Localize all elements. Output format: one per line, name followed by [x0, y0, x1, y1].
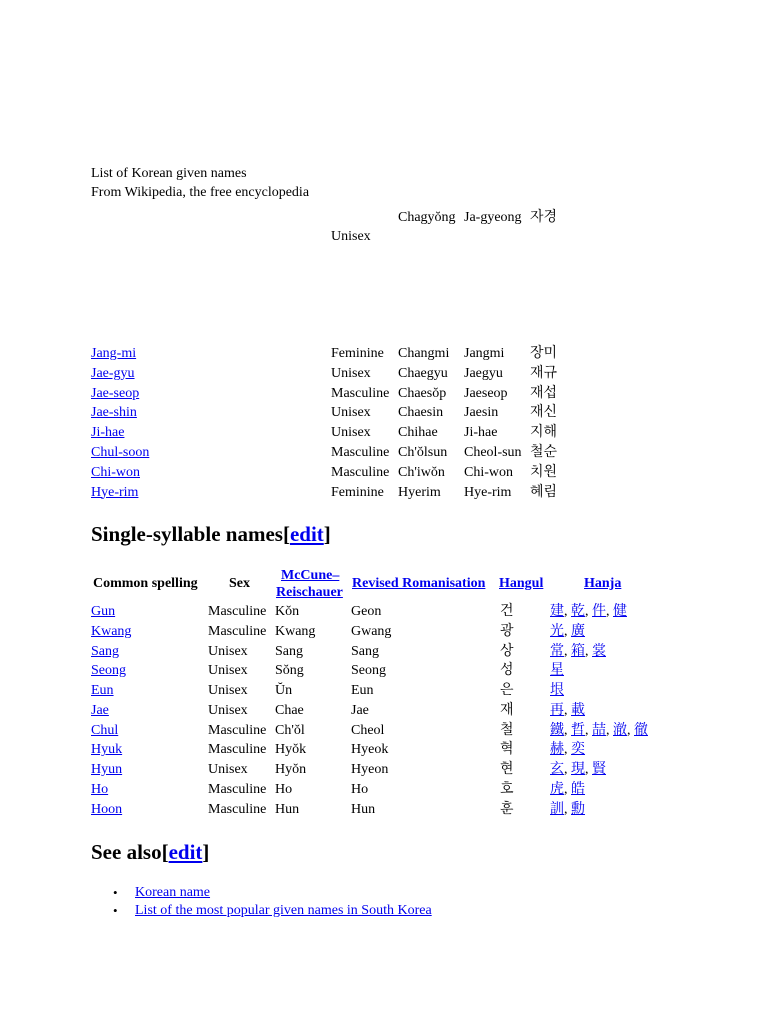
sex-cell: Masculine	[331, 385, 390, 401]
hanja-link[interactable]: 玄	[550, 762, 564, 777]
rr-cell: Jangmi	[464, 346, 505, 361]
hanja-link[interactable]: 現	[571, 762, 585, 777]
hanja-cell	[550, 602, 627, 622]
hanja-link[interactable]: 星	[550, 663, 564, 679]
hanja-link[interactable]: 訓	[550, 801, 564, 817]
see-also-list	[91, 884, 432, 920]
hanja-separator: ,	[564, 643, 571, 659]
hanja-separator: ,	[564, 722, 571, 738]
rr-cell: Cheol	[351, 722, 385, 738]
mr-cell: Chihae	[398, 425, 438, 441]
table-row	[0, 403, 768, 423]
edit-bracket-open: [	[282, 522, 290, 546]
hangul-cell: 철순	[530, 445, 558, 460]
hanja-separator: ,	[564, 604, 571, 619]
single-syllable-heading	[91, 522, 331, 547]
table-row	[0, 681, 768, 701]
edit-bracket-close: ]	[202, 840, 210, 864]
mr-cell: Chaesŏp	[398, 385, 447, 401]
rr-cell: Ho	[351, 781, 369, 797]
column-header-hanja[interactable]: Hanja	[584, 576, 622, 591]
hanja-cell	[550, 701, 585, 721]
hanja-link[interactable]: 常	[550, 643, 564, 659]
hanja-link[interactable]: 光	[550, 623, 564, 639]
table-row	[0, 602, 768, 622]
hanja-separator: ,	[564, 801, 571, 817]
hangul-cell: 철	[500, 722, 514, 738]
mr-cell: Ho	[275, 781, 293, 797]
hanja-separator: ,	[564, 781, 571, 797]
partial-row-sex: Unisex	[331, 229, 371, 244]
table-row	[0, 622, 768, 642]
mr-cell: Hun	[275, 801, 300, 817]
table-row	[0, 483, 768, 503]
hanja-link[interactable]: 建	[550, 604, 564, 619]
hanja-link[interactable]: 勳	[571, 801, 585, 817]
hangul-cell: 현	[500, 762, 514, 777]
section-heading-text: See also	[91, 840, 162, 864]
see-also-heading	[91, 840, 209, 865]
hanja-separator: ,	[585, 604, 592, 619]
hangul-cell: 은	[500, 683, 514, 698]
hanja-link[interactable]: 再	[550, 702, 564, 718]
name-link[interactable]: Kwang	[91, 623, 132, 639]
table-row	[0, 740, 768, 760]
mr-cell: Kwang	[275, 623, 316, 639]
rr-cell: Jaesin	[464, 405, 499, 421]
hanja-link[interactable]: 賢	[592, 762, 606, 777]
mr-cell: Changmi	[398, 346, 450, 361]
rr-cell: Eun	[351, 683, 374, 698]
hangul-cell: 혜림	[530, 484, 558, 500]
hanja-separator: ,	[585, 762, 592, 777]
sex-cell: Masculine	[208, 801, 267, 817]
sex-cell: Masculine	[331, 445, 390, 460]
edit-bracket-close: ]	[323, 522, 331, 546]
column-header-mccune-line1[interactable]: McCune–	[281, 568, 340, 583]
name-link[interactable]: Ji-hae	[91, 425, 125, 441]
rr-cell: Ji-hae	[464, 425, 498, 441]
mr-cell: Chaesin	[398, 405, 444, 421]
name-link[interactable]: Jae-gyu	[91, 365, 135, 381]
sex-cell: Masculine	[208, 742, 267, 758]
see-also-link[interactable]: List of the most popular given names in South Korea	[135, 903, 432, 918]
hanja-link[interactable]: 箱	[571, 643, 585, 659]
hanja-cell	[550, 622, 585, 642]
list-item	[91, 902, 432, 920]
mr-cell: Kŏn	[275, 604, 300, 619]
table-row	[0, 344, 768, 364]
table-row	[0, 384, 768, 404]
sex-cell: Feminine	[331, 484, 384, 500]
hangul-cell: 지해	[530, 425, 558, 441]
rr-cell: Cheol-sun	[464, 445, 522, 460]
sex-cell: Masculine	[208, 722, 267, 738]
table-row	[0, 701, 768, 721]
column-header-revised-romanisation[interactable]: Revised Romanisation	[352, 576, 486, 591]
hanja-link[interactable]: 健	[613, 604, 627, 619]
name-link[interactable]: Hyuk	[91, 742, 123, 758]
hanja-separator: ,	[564, 623, 571, 639]
hanja-cell	[550, 642, 606, 662]
hanja-link[interactable]: 澈	[613, 722, 627, 738]
mr-cell: Hyŏk	[275, 742, 307, 758]
hanja-link[interactable]: 喆	[592, 722, 606, 738]
hanja-cell	[550, 800, 585, 820]
sex-cell: Feminine	[331, 346, 384, 361]
sex-cell: Unisex	[208, 663, 248, 679]
name-link[interactable]: Chul-soon	[91, 445, 150, 460]
rr-cell: Jaeseop	[464, 385, 508, 401]
hangul-cell: 건	[500, 604, 514, 619]
hanja-separator: ,	[606, 604, 613, 619]
hangul-cell: 치원	[530, 464, 558, 480]
name-link[interactable]: Gun	[91, 604, 116, 619]
see-also-link[interactable]: Korean name	[135, 885, 211, 900]
page-title: List of Korean given names	[91, 166, 247, 181]
hanja-link[interactable]: 垠	[550, 683, 564, 698]
hangul-cell: 성	[500, 663, 514, 679]
sex-cell: Masculine	[331, 464, 390, 480]
hangul-cell: 훈	[500, 801, 514, 817]
table-row	[0, 463, 768, 483]
hanja-separator: ,	[564, 742, 571, 758]
hanja-link[interactable]: 件	[592, 604, 606, 619]
hanja-link[interactable]: 裳	[592, 643, 606, 659]
name-link[interactable]: Hyun	[91, 762, 123, 777]
hanja-link[interactable]: 哲	[571, 722, 585, 738]
sex-cell: Unisex	[208, 702, 248, 718]
name-link[interactable]: Eun	[91, 683, 114, 698]
sex-cell: Unisex	[331, 365, 371, 381]
hangul-cell: 상	[500, 643, 514, 659]
column-header-mccune-line2[interactable]: Reischauer	[276, 585, 343, 600]
column-header-sex: Sex	[229, 576, 250, 591]
hanja-cell	[550, 721, 648, 741]
name-link[interactable]: Hye-rim	[91, 484, 139, 500]
hanja-separator: ,	[627, 722, 634, 738]
rr-cell: Hyeon	[351, 762, 389, 777]
partial-row-hangul: 자경	[530, 210, 558, 225]
mr-cell: Hyŏn	[275, 762, 307, 777]
hanja-link[interactable]: 鐵	[550, 722, 564, 738]
rr-cell: Sang	[351, 643, 379, 659]
hangul-cell: 혁	[500, 742, 514, 758]
table-row	[0, 443, 768, 463]
name-link[interactable]: Chul	[91, 722, 119, 738]
partial-row-rr: Ja-gyeong	[464, 210, 522, 225]
name-link[interactable]: Chi-won	[91, 464, 140, 480]
hangul-cell: 장미	[530, 346, 558, 361]
hangul-cell: 호	[500, 781, 514, 797]
edit-link[interactable]: edit	[168, 840, 203, 864]
hanja-link[interactable]: 廣	[571, 623, 585, 639]
mr-cell: Chae	[275, 702, 304, 718]
table-row	[0, 721, 768, 741]
hanja-separator: ,	[606, 722, 613, 738]
partial-row-mr: Chagyŏng	[398, 210, 456, 225]
name-link[interactable]: Hoon	[91, 801, 123, 817]
table-row	[0, 760, 768, 780]
hangul-cell: 재신	[530, 405, 558, 421]
name-link[interactable]: Jae-shin	[91, 405, 137, 421]
mr-cell: Chaegyu	[398, 365, 448, 381]
table-row	[0, 780, 768, 800]
rr-cell: Seong	[351, 663, 386, 679]
mr-cell: Ch'iwŏn	[398, 464, 445, 480]
sex-cell: Masculine	[208, 623, 267, 639]
rr-cell: Gwang	[351, 623, 392, 639]
mr-cell: Sŏng	[275, 663, 304, 679]
edit-bracket-open: [	[161, 840, 169, 864]
hanja-link[interactable]: 皓	[571, 781, 585, 797]
name-link[interactable]: Jae-seop	[91, 385, 140, 401]
hanja-link[interactable]: 乾	[571, 604, 585, 619]
mr-cell: Ch'ŏlsun	[398, 445, 448, 460]
name-link[interactable]: Ho	[91, 781, 109, 797]
table-row	[0, 800, 768, 820]
rr-cell: Hye-rim	[464, 484, 512, 500]
table-row	[0, 642, 768, 662]
rr-cell: Geon	[351, 604, 382, 619]
hanja-link[interactable]: 徹	[634, 722, 648, 738]
table-row	[0, 364, 768, 384]
mr-cell: Hyerim	[398, 484, 441, 500]
rr-cell: Hun	[351, 801, 376, 817]
hanja-link[interactable]: 奕	[571, 742, 585, 758]
hanja-cell	[550, 661, 564, 681]
sex-cell: Masculine	[208, 781, 267, 797]
mr-cell: Ch'ŏl	[275, 722, 305, 738]
sex-cell: Unisex	[208, 683, 248, 698]
list-item	[91, 884, 432, 902]
hanja-cell	[550, 780, 585, 800]
hanja-link[interactable]: 虎	[550, 781, 564, 797]
hanja-separator: ,	[564, 702, 571, 718]
table-row	[0, 423, 768, 443]
sex-cell: Unisex	[331, 425, 371, 441]
mr-cell: Sang	[275, 643, 303, 659]
hanja-cell	[550, 740, 585, 760]
rr-cell: Jae	[351, 702, 369, 718]
rr-cell: Chi-won	[464, 464, 513, 480]
sex-cell: Unisex	[208, 762, 248, 777]
sex-cell: Unisex	[331, 405, 371, 421]
rr-cell: Hyeok	[351, 742, 389, 758]
hangul-cell: 재섭	[530, 385, 558, 401]
rr-cell: Jaegyu	[464, 365, 503, 381]
table-row	[0, 661, 768, 681]
hanja-link[interactable]: 赫	[550, 742, 564, 758]
hanja-link[interactable]: 載	[571, 702, 585, 718]
hanja-separator: ,	[585, 722, 592, 738]
hangul-cell: 재규	[530, 365, 558, 381]
hangul-cell: 재	[500, 702, 514, 718]
name-link[interactable]: Sang	[91, 643, 119, 659]
page-subtitle: From Wikipedia, the free encyclopedia	[91, 185, 310, 200]
name-link[interactable]: Seong	[91, 663, 126, 679]
section-heading-text: Single-syllable names	[91, 522, 283, 546]
column-header-common-spelling: Common spelling	[93, 576, 198, 591]
hangul-cell: 광	[500, 623, 514, 639]
edit-link[interactable]: edit	[289, 522, 324, 546]
sex-cell: Masculine	[208, 604, 267, 619]
hanja-separator: ,	[585, 643, 592, 659]
mr-cell: Ŭn	[275, 683, 293, 698]
hanja-cell	[550, 760, 606, 780]
name-link[interactable]: Jang-mi	[91, 346, 137, 361]
name-link[interactable]: Jae	[91, 702, 109, 718]
column-header-hangul[interactable]: Hangul	[499, 576, 544, 591]
hanja-separator: ,	[564, 762, 571, 777]
sex-cell: Unisex	[208, 643, 248, 659]
hanja-cell	[550, 681, 564, 701]
